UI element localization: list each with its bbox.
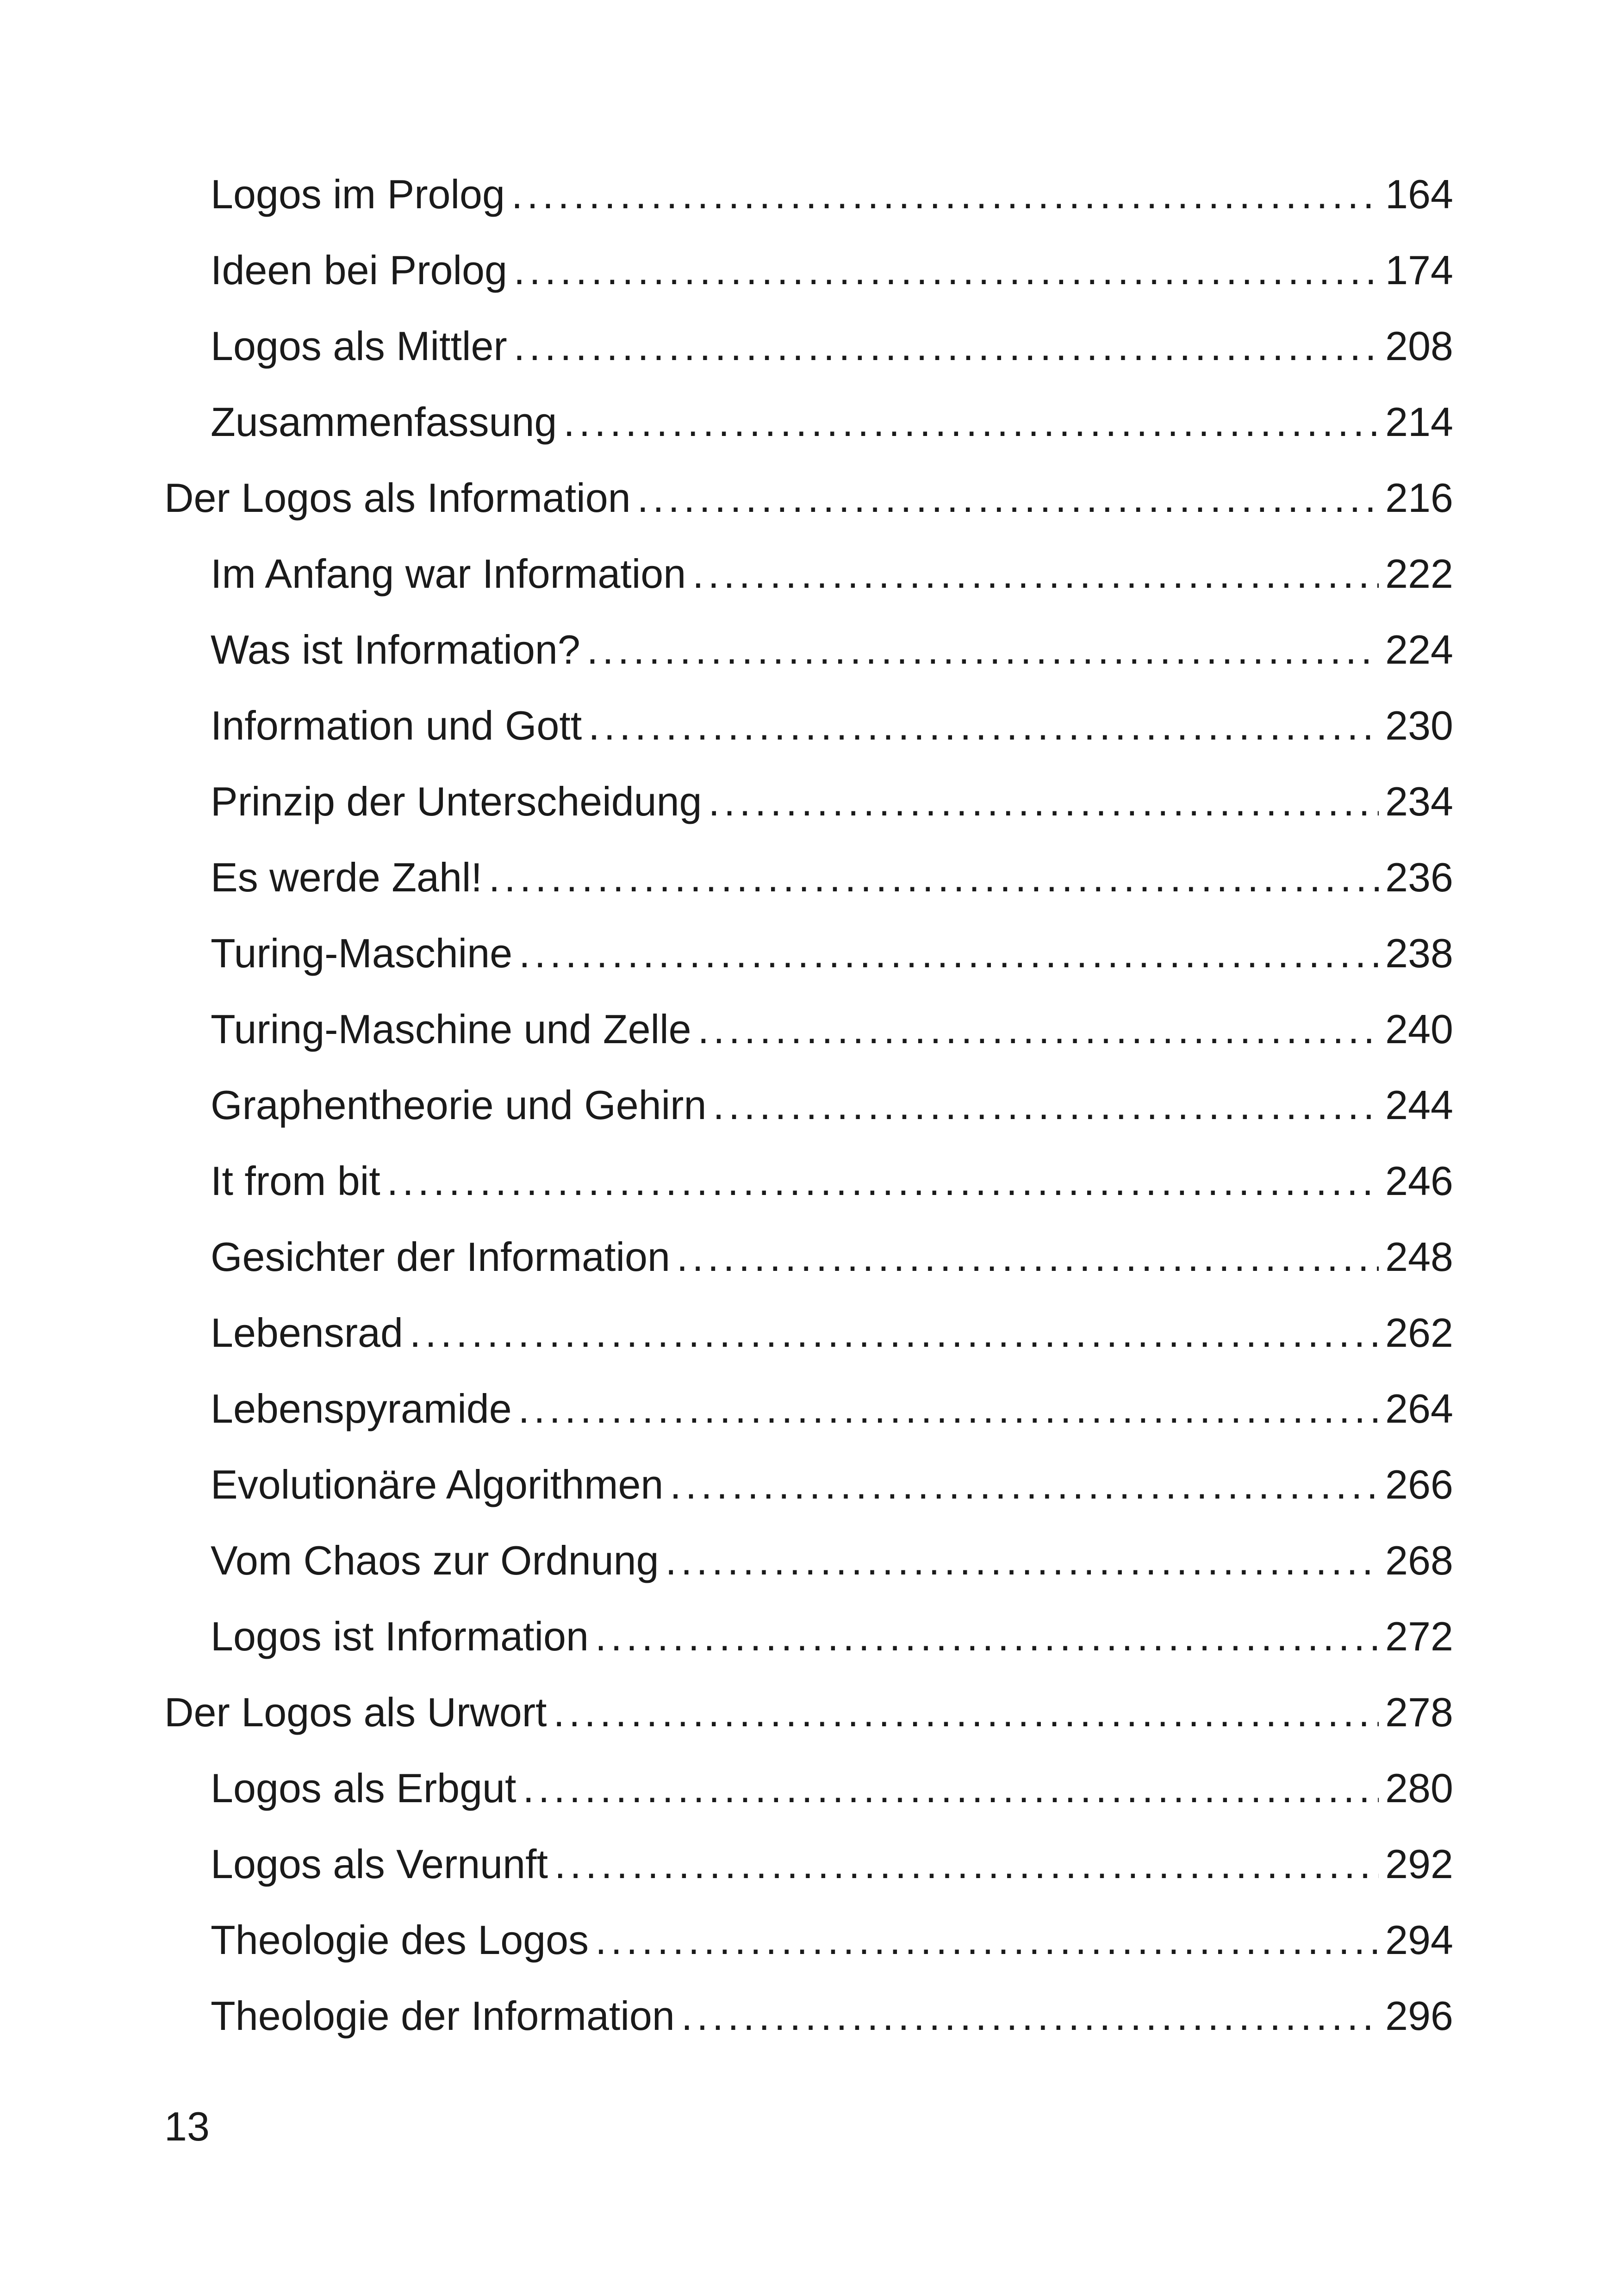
toc-entry-page: 234 <box>1385 778 1453 824</box>
toc-dot-leader <box>489 847 1379 908</box>
toc-dot-leader <box>511 164 1379 224</box>
toc-dot-leader <box>514 240 1379 300</box>
toc-dot-leader <box>410 1303 1379 1363</box>
page-number: 13 <box>164 2103 210 2149</box>
toc-entry-page: 164 <box>1385 171 1453 217</box>
toc-entry-page: 264 <box>1385 1386 1453 1431</box>
toc-dot-leader <box>519 923 1379 983</box>
toc-entry-page: 224 <box>1385 627 1453 672</box>
toc-entry-title: Lebenspyramide <box>211 1386 512 1431</box>
toc-entry-page: 280 <box>1385 1765 1453 1811</box>
toc-dot-leader <box>708 772 1379 832</box>
toc-dot-leader <box>554 1834 1379 1894</box>
toc-entry-title: Es werde Zahl! <box>211 854 482 900</box>
toc-entry[interactable] <box>211 1531 1453 1591</box>
toc-entry[interactable] <box>211 1075 1453 1135</box>
toc-dot-leader <box>387 1151 1379 1211</box>
toc-entry[interactable] <box>211 164 1453 224</box>
toc-entry-title: Gesichter der Information <box>211 1234 670 1280</box>
toc-entry-page: 296 <box>1385 1993 1453 2039</box>
toc-entry-page: 216 <box>1385 475 1453 521</box>
toc-entry-title: It from bit <box>211 1158 380 1204</box>
toc-entry-page: 292 <box>1385 1841 1453 1887</box>
toc-entry[interactable] <box>211 847 1453 908</box>
toc-entry-title: Evolutionäre Algorithmen <box>211 1462 664 1507</box>
toc-entry[interactable] <box>211 1227 1453 1287</box>
toc-entry[interactable] <box>211 1455 1453 1515</box>
toc-entry[interactable] <box>211 392 1453 452</box>
toc-entry[interactable] <box>211 923 1453 983</box>
toc-dot-leader <box>637 468 1379 528</box>
toc-entry[interactable] <box>211 1910 1453 1970</box>
toc-entry-title: Turing-Maschine und Zelle <box>211 1006 691 1052</box>
toc-chapter-entry[interactable] <box>164 1682 1453 1742</box>
toc-dot-leader <box>523 1758 1379 1818</box>
toc-entry-title: Der Logos als Information <box>164 475 631 521</box>
toc-entry-title: Vom Chaos zur Ordnung <box>211 1537 659 1583</box>
toc-entry[interactable] <box>211 772 1453 832</box>
toc-chapter-entry[interactable] <box>164 468 1453 528</box>
toc-dot-leader <box>692 544 1379 604</box>
toc-entry-title: Zusammenfassung <box>211 399 557 445</box>
toc-entry[interactable] <box>211 999 1453 1059</box>
toc-dot-leader <box>698 999 1379 1059</box>
toc-entry-title: Was ist Information? <box>211 627 580 672</box>
toc-entry[interactable] <box>211 1379 1453 1439</box>
toc-entry-title: Ideen bei Prolog <box>211 247 507 293</box>
toc-entry-page: 174 <box>1385 247 1453 293</box>
toc-entry[interactable] <box>211 1986 1453 2046</box>
toc-entry-title: Turing-Maschine <box>211 930 513 976</box>
toc-dot-leader <box>595 1910 1379 1970</box>
toc-dot-leader <box>518 1379 1379 1439</box>
toc-entry-page: 240 <box>1385 1006 1453 1052</box>
toc-entry-page: 244 <box>1385 1082 1453 1128</box>
toc-entry-title: Im Anfang war Information <box>211 551 686 597</box>
toc-entry-title: Logos als Vernunft <box>211 1841 548 1887</box>
toc-entry-page: 272 <box>1385 1613 1453 1659</box>
toc-dot-leader <box>677 1227 1379 1287</box>
toc-dot-leader <box>587 620 1379 680</box>
toc-entry-title: Theologie der Information <box>211 1993 675 2039</box>
toc-entry[interactable] <box>211 620 1453 680</box>
toc-entry-title: Logos als Erbgut <box>211 1765 517 1811</box>
toc-entry-title: Logos als Mittler <box>211 323 507 369</box>
toc-entry[interactable] <box>211 1151 1453 1211</box>
toc-entry[interactable] <box>211 316 1453 376</box>
toc-dot-leader <box>681 1986 1379 2046</box>
toc-entry[interactable] <box>211 1758 1453 1818</box>
toc-entry-title: Theologie des Logos <box>211 1917 589 1963</box>
toc-entry-page: 246 <box>1385 1158 1453 1204</box>
toc-entry[interactable] <box>211 1834 1453 1894</box>
toc-entry-page: 222 <box>1385 551 1453 597</box>
toc-entry-title: Graphentheorie und Gehirn <box>211 1082 707 1128</box>
toc-entry[interactable] <box>211 1606 1453 1667</box>
toc-entry-page: 248 <box>1385 1234 1453 1280</box>
toc-dot-leader <box>713 1075 1379 1135</box>
toc-entry-title: Der Logos als Urwort <box>164 1689 547 1735</box>
toc-dot-leader <box>514 316 1379 376</box>
toc-dot-leader <box>595 1606 1379 1667</box>
toc-entry[interactable] <box>211 544 1453 604</box>
toc-entry-title: Logos ist Information <box>211 1613 589 1659</box>
toc-entry[interactable] <box>211 240 1453 300</box>
toc-entry-page: 214 <box>1385 399 1453 445</box>
toc-entry[interactable] <box>211 1303 1453 1363</box>
toc-entry-page: 294 <box>1385 1917 1453 1963</box>
toc-entry-page: 268 <box>1385 1537 1453 1583</box>
toc-dot-leader <box>666 1531 1379 1591</box>
toc-entry[interactable] <box>211 696 1453 756</box>
toc-entry-title: Lebensrad <box>211 1310 403 1356</box>
toc-entry-page: 208 <box>1385 323 1453 369</box>
toc-entry-title: Information und Gott <box>211 703 582 748</box>
toc-entry-page: 278 <box>1385 1689 1453 1735</box>
toc-entry-page: 236 <box>1385 854 1453 900</box>
toc-entry-page: 230 <box>1385 703 1453 748</box>
toc-dot-leader <box>670 1455 1379 1515</box>
toc-entry-page: 266 <box>1385 1462 1453 1507</box>
toc-dot-leader <box>588 696 1379 756</box>
toc-dot-leader <box>563 392 1379 452</box>
toc-entry-title: Prinzip der Unterscheidung <box>211 778 702 824</box>
toc-entry-title: Logos im Prolog <box>211 171 505 217</box>
toc-dot-leader <box>554 1682 1379 1742</box>
toc-entry-page: 238 <box>1385 930 1453 976</box>
toc-entry-page: 262 <box>1385 1310 1453 1356</box>
